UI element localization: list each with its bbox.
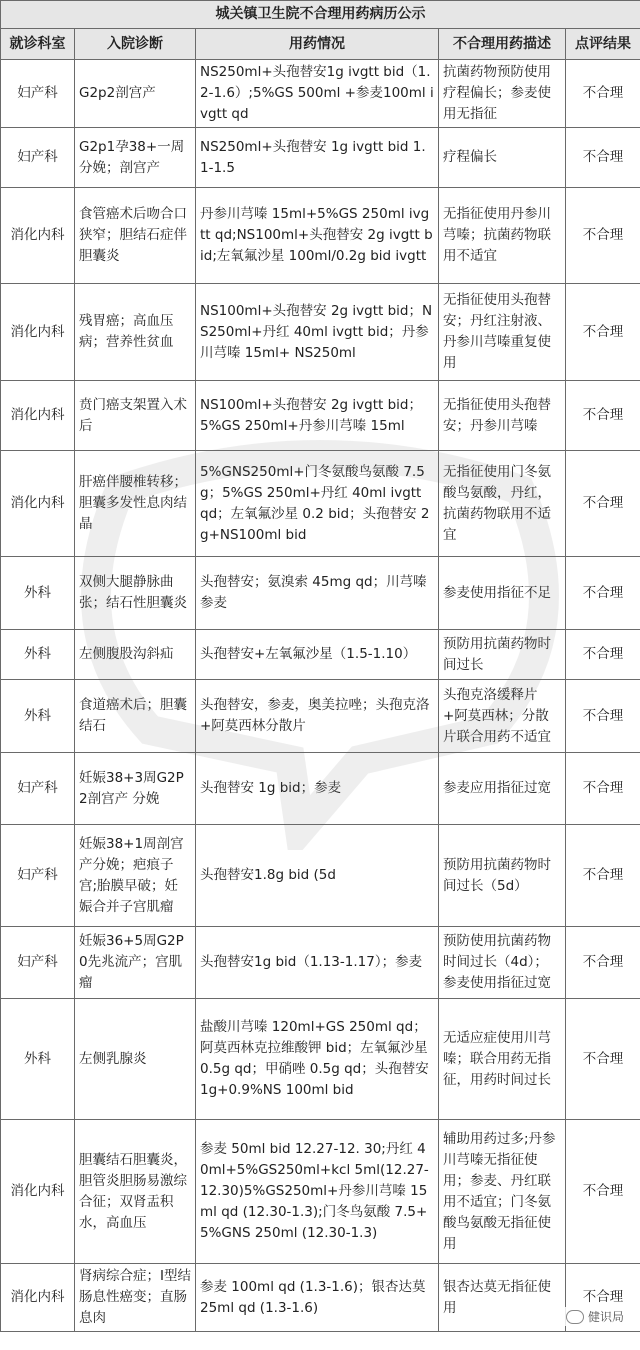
dept-cell: 消化内科 [1,1264,75,1332]
diagnosis-cell: 左侧乳腺炎 [75,999,196,1120]
irrational-desc-cell: 预防使用抗菌药物时间过长（4d）；参麦使用指征过宽 [439,927,566,999]
medication-cell: 头孢替安，参麦，奥美拉唑；头孢克洛+阿莫西林分散片 [196,680,439,753]
irrational-desc-cell: 无指征使用门冬氨酸鸟氨酸，丹红，抗菌药物联用不适宜 [439,451,566,557]
table-row [1,60,640,128]
irrational-desc-cell: 疗程偏长 [439,128,566,188]
table-row [1,381,640,451]
result-cell: 不合理 [566,1264,640,1332]
dept-cell: 妇产科 [1,825,75,927]
result-cell: 不合理 [566,557,640,630]
diagnosis-cell: G2p2剖宫产 [75,60,196,128]
irrational-desc-cell: 无指征使用头孢替安；丹红注射液、丹参川芎嗪重复使用 [439,284,566,381]
medication-cell: 参麦 100ml qd (1.3-1.6)；银杏达莫 25ml qd (1.3-1.6) [196,1264,439,1332]
result-cell: 不合理 [566,630,640,680]
diagnosis-cell: 肾病综合症；I型结肠息性癌变；直肠息肉 [75,1264,196,1332]
table-row [1,188,640,284]
dept-cell: 妇产科 [1,128,75,188]
medication-cell: NS250ml+头孢替安 1g ivgtt bid 1.1-1.5 [196,128,439,188]
table-row [1,630,640,680]
header-medication: 用药情况 [196,29,439,60]
table-title: 城关镇卫生院不合理用药病历公示 [1,1,640,29]
dept-cell: 妇产科 [1,927,75,999]
table-row [1,1120,640,1264]
medication-cell: NS100ml+头孢替安 2g ivgtt bid；NS250ml+丹红 40ml ivgtt bid；丹参川芎嗪 15ml+ NS250ml [196,284,439,381]
result-cell: 不合理 [566,1120,640,1264]
diagnosis-cell: 妊娠38+3周G2P2剖宫产 分娩 [75,753,196,825]
dept-cell: 外科 [1,557,75,630]
irrational-desc-cell: 预防用抗菌药物时间过长 [439,630,566,680]
diagnosis-cell: 妊娠38+1周剖宫产分娩；疤痕子宫;胎膜早破；妊娠合并子宫肌瘤 [75,825,196,927]
result-cell: 不合理 [566,927,640,999]
dept-cell: 外科 [1,630,75,680]
dept-cell: 妇产科 [1,753,75,825]
medication-cell: 头孢替安+左氧氟沙星（1.5-1.10） [196,630,439,680]
dept-cell: 妇产科 [1,60,75,128]
table-row [1,451,640,557]
result-cell: 不合理 [566,284,640,381]
irrational-desc-cell: 参麦使用指征不足 [439,557,566,630]
result-cell: 不合理 [566,60,640,128]
irrational-desc-cell: 参麦应用指征过宽 [439,753,566,825]
result-cell: 不合理 [566,825,640,927]
table-row [1,128,640,188]
irrational-desc-cell: 辅助用药过多;丹参川芎嗪无指征使用；参麦、丹红联用不适宜；门冬氨酸鸟氨酸无指征使用 [439,1120,566,1264]
table-row [1,680,640,753]
medication-cell: 丹参川芎嗪 15ml+5%GS 250ml ivgtt qd;NS100ml+头孢替安 2g ivgtt bid;左氧氟沙星 100ml/0.2g bid ivgtt [196,188,439,284]
diagnosis-cell: 食管癌术后吻合口狭窄；胆结石症伴胆囊炎 [75,188,196,284]
irrational-desc-cell: 抗菌药物预防使用疗程偏长；参麦使用无指征 [439,60,566,128]
dept-cell: 外科 [1,999,75,1120]
footer-logo [562,1307,628,1326]
diagnosis-cell: 左侧腹股沟斜疝 [75,630,196,680]
result-cell: 不合理 [566,999,640,1120]
header-irrational-desc: 不合理用药描述 [439,29,566,60]
dept-cell: 消化内科 [1,381,75,451]
result-cell: 不合理 [566,680,640,753]
table-row [1,927,640,999]
result-cell: 不合理 [566,753,640,825]
medication-cell: 头孢替安 1g bid；参麦 [196,753,439,825]
header-result: 点评结果 [566,29,640,60]
table-row [1,1264,640,1332]
diagnosis-cell: 双侧大腿静脉曲张；结石性胆囊炎 [75,557,196,630]
medication-cell: 头孢替安1g bid（1.13-1.17）；参麦 [196,927,439,999]
table-row [1,753,640,825]
irrational-desc-cell: 无指征使用头孢替安；丹参川芎嗪 [439,381,566,451]
title-row [1,1,640,29]
header-dept: 就诊科室 [1,29,75,60]
table-row [1,284,640,381]
header-diagnosis: 入院诊断 [75,29,196,60]
diagnosis-cell: G2p1孕38+一周分娩；剖宫产 [75,128,196,188]
dept-cell: 消化内科 [1,284,75,381]
medication-cell: 头孢替安；氨溴索 45mg qd；川芎嗪 参麦 [196,557,439,630]
table-row [1,557,640,630]
footer-logo-text: 健识局 [587,1310,624,1324]
result-cell: 不合理 [566,128,640,188]
medication-cell: 盐酸川芎嗪 120ml+GS 250ml qd；阿莫西林克拉维酸钾 bid；左氧氟沙星 0.5g qd；甲硝唑 0.5g qd；头孢替安 1g+0.9%NS 100ml bid [196,999,439,1120]
dept-cell: 外科 [1,680,75,753]
dept-cell: 消化内科 [1,1120,75,1264]
table-row [1,999,640,1120]
diagnosis-cell: 贲门癌支架置入术后 [75,381,196,451]
medication-cell: NS100ml+头孢替安 2g ivgtt bid；5%GS 250ml+丹参川芎嗪 15ml [196,381,439,451]
diagnosis-cell: 残胃癌；高血压病；营养性贫血 [75,284,196,381]
diagnosis-cell: 食道癌术后；胆囊结石 [75,680,196,753]
result-cell: 不合理 [566,188,640,284]
irrational-desc-cell: 头孢克洛缓释片+阿莫西林；分散片联合用药不适宜 [439,680,566,753]
diagnosis-cell: 肝癌伴腰椎转移；胆囊多发性息肉结晶 [75,451,196,557]
medication-cell: 头孢替安1.8g bid (5d [196,825,439,927]
diagnosis-cell: 妊娠36+5周G2P0先兆流产；宫肌瘤 [75,927,196,999]
header-row [1,29,640,60]
dept-cell: 消化内科 [1,188,75,284]
result-cell: 不合理 [566,451,640,557]
result-cell: 不合理 [566,381,640,451]
medication-cell: 参麦 50ml bid 12.27-12. 30;丹红 40ml+5%GS250ml+kcl 5ml(12.27-12.30)5%GS250ml+丹参川芎嗪 15ml qd (12.30-1.3);门冬鸟氨酸 7.5+5%GNS 250ml (12.30-1.3) [196,1120,439,1264]
diagnosis-cell: 胆囊结石胆囊炎，胆管炎胆肠易激综合征；双肾盂积水，高血压 [75,1120,196,1264]
dept-cell: 消化内科 [1,451,75,557]
wechat-icon [566,1310,584,1324]
irrational-desc-cell: 无适应症使用川芎嗪；联合用药无指征，用药时间过长 [439,999,566,1120]
medication-cell: 5%GNS250ml+门冬氨酸鸟氨酸 7.5g；5%GS 250ml+丹红 40ml ivgtt qd；左氧氟沙星 0.2 bid；头孢替安 2g+NS100ml bid [196,451,439,557]
irrational-desc-cell: 预防用抗菌药物时间过长（5d） [439,825,566,927]
irrational-desc-cell: 无指征使用丹参川芎嗪；抗菌药物联用不适宜 [439,188,566,284]
table-row [1,825,640,927]
medication-cell: NS250ml+头孢替安1g ivgtt bid（1.2-1.6）;5%GS 500ml +参麦100ml ivgtt qd [196,60,439,128]
irrational-desc-cell: 银杏达莫无指征使用 [439,1264,566,1332]
